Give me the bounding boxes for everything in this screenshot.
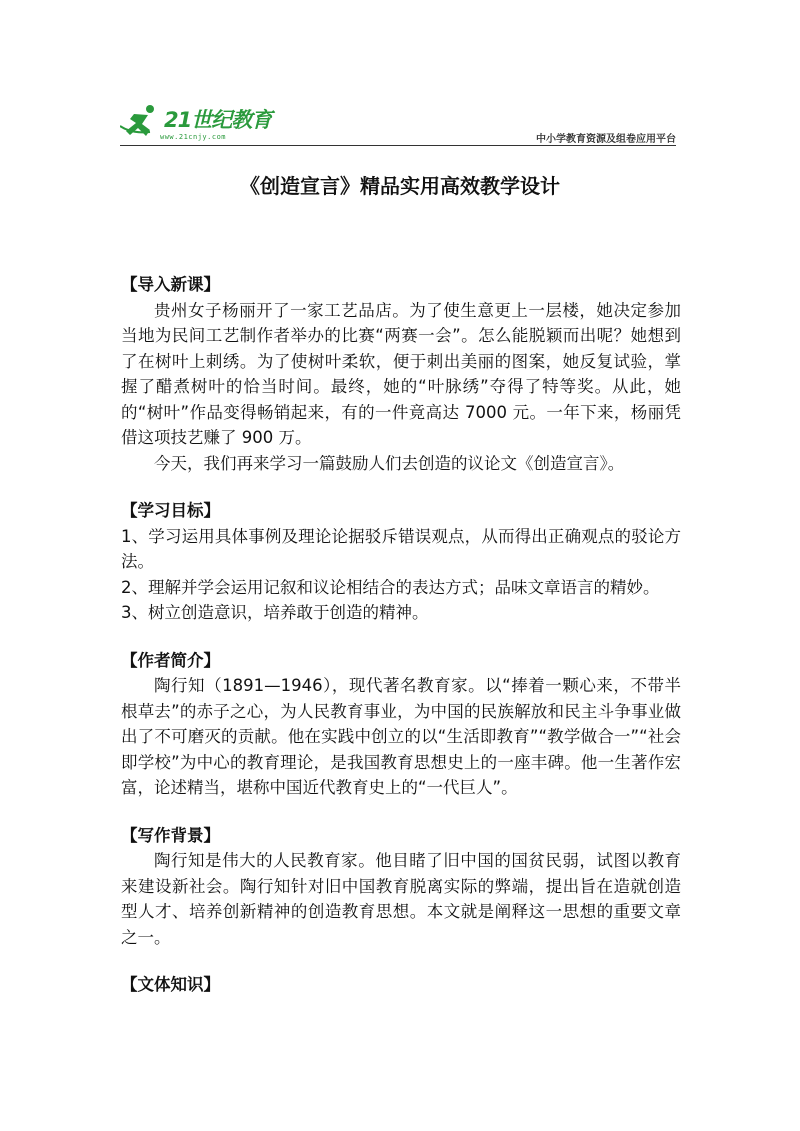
- section-heading-author: 【作者简介】: [121, 650, 220, 670]
- intro-paragraph-2: 今天，我们再来学习一篇鼓励人们去创造的议论文《创造宣言》。: [154, 453, 625, 473]
- logo-text: 21世纪教育: [164, 108, 272, 132]
- background-paragraph: 陶行知是伟大的人民教育家。他目睹了旧中国的国贫民弱，试图以教育来建设新社会。陶行知针对旧中国教育脱离实际的弊端，提出旨在造就创造型人才、培养创新精神的创造教育思想。本文就是阐释这一思想的重要文章之一。: [121, 851, 681, 947]
- page-header: [120, 100, 676, 148]
- section-heading-goals: 【学习目标】: [121, 501, 220, 520]
- header-tagline: 中小学教育资源及组卷应用平台: [536, 134, 676, 145]
- goal-item: 1、学习运用具体事例及理论论据驳斥错误观点，从而得出正确观点的驳论方法。: [121, 526, 681, 571]
- logo[interactable]: [120, 100, 280, 148]
- page-title: 《创造宣言》精品实用高效教学设计: [240, 174, 560, 198]
- section-heading-background: 【写作背景】: [121, 825, 220, 845]
- goal-item: 2、理解并学会运用记叙和议论相结合的表达方式；品味文章语言的精妙。: [121, 577, 660, 597]
- logo-url: www.21cnjy.com: [160, 133, 227, 141]
- header-divider: [120, 145, 676, 146]
- runner-icon: [120, 104, 164, 138]
- section-heading-intro: 【导入新课】: [121, 275, 220, 294]
- document-body: [121, 272, 681, 998]
- goal-item: 3、树立创造意识，培养敢于创造的精神。: [121, 603, 429, 622]
- section-heading-genre: 【文体知识】: [121, 975, 220, 994]
- author-paragraph: 陶行知（1891—1946），现代著名教育家。以“捧着一颗心来，不带半根草去”的赤子之心，为人民教育事业，为中国的民族解放和民主斗争事业做出了不可磨灭的贡献。他在实践中创立的以“生活即教育”“教学做合一”“社会即学校”为中心的教育理论，是我国教育思想史上的一座丰碑。他一生著作宏富，论述精当，堪称中国近代教育史上的“一代巨人”。: [121, 676, 681, 797]
- intro-paragraph-1: 贵州女子杨丽开了一家工艺品店。为了使生意更上一层楼，她决定参加当地为民间工艺制作者举办的比赛“两赛一会”。怎么能脱颖而出呢？她想到了在树叶上刺绣。为了使树叶柔软，便于刺出美丽的图案，她反复试验，掌握了醋煮树叶的恰当时间。最终，她的“叶脉绣”夺得了特等奖。从此，她的“树叶”作品变得畅销起来，有的一件竟高达 7000 元。一年下来，杨丽凭借这项技艺赚了 900 万。: [121, 300, 681, 447]
